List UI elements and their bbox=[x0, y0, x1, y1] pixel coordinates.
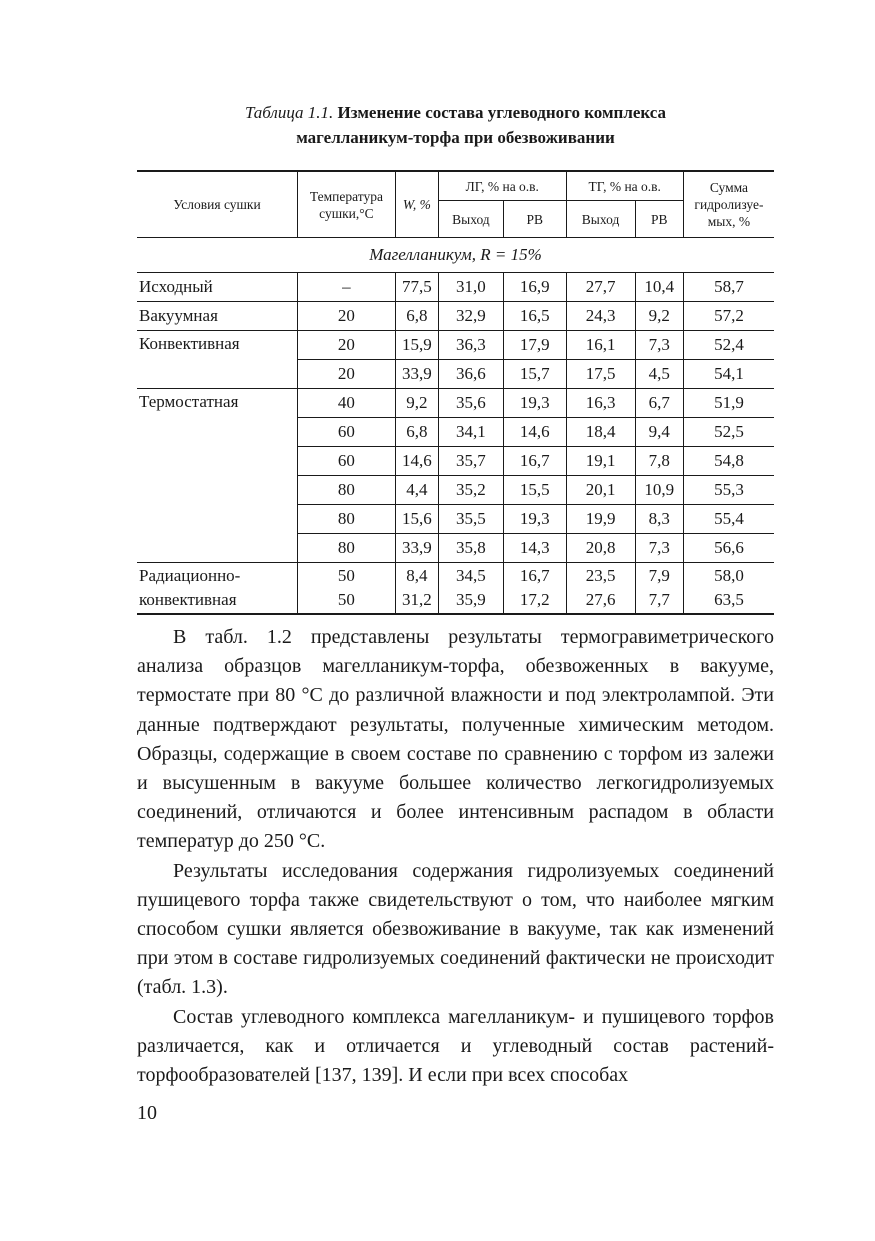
table-cell: 20 bbox=[298, 331, 396, 360]
table-cell bbox=[439, 563, 504, 615]
table-cell: 52,5 bbox=[683, 418, 774, 447]
paragraph: В табл. 1.2 представлены результаты термогравиметрического анализа образцов магелланикум-торфа, обезвоженных в вакууме, термостате при 80 °С до различной влажности и под электролампой. Эти данные подтверждают результаты, полученные химическим методом. Образцы, содержащие в своем составе по сравнению с торфом из залежи и высушенным в вакууме большее количество легкогидролизуемых соединений, отличаются и более интенсивным распадом в области температур до 250 °С. bbox=[137, 626, 774, 853]
page-number: 10 bbox=[137, 1102, 157, 1124]
table-cell: 35,6 bbox=[439, 389, 504, 418]
table-cell: 15,6 bbox=[395, 505, 438, 534]
table-cell: 7,3 bbox=[635, 534, 683, 563]
cell-line: 50 bbox=[337, 566, 355, 585]
table-header bbox=[137, 171, 774, 238]
row-condition: Конвективная bbox=[137, 331, 298, 389]
table-cell: 19,1 bbox=[566, 447, 635, 476]
table-cell: 15,5 bbox=[503, 476, 566, 505]
table-cell: 7,3 bbox=[635, 331, 683, 360]
header-condition: Условия сушки bbox=[137, 171, 298, 238]
header-lg-rv: РВ bbox=[503, 201, 566, 238]
table-cell: 14,6 bbox=[395, 447, 438, 476]
header-temperature bbox=[298, 171, 396, 238]
table-cell: 16,5 bbox=[503, 302, 566, 331]
table-cell: 10,9 bbox=[635, 476, 683, 505]
cell-line: 34,5 bbox=[456, 566, 486, 585]
row-condition: Вакуумная bbox=[137, 302, 298, 331]
table-cell: 80 bbox=[298, 534, 396, 563]
table-cell: 6,8 bbox=[395, 302, 438, 331]
table-cell: 9,2 bbox=[395, 389, 438, 418]
table-cell: 57,2 bbox=[683, 302, 774, 331]
header-sum-line-2: гидролизуе- bbox=[694, 197, 764, 212]
table-row bbox=[137, 563, 774, 615]
table-cell bbox=[635, 563, 683, 615]
table-row bbox=[137, 273, 774, 302]
table-cell: 32,9 bbox=[439, 302, 504, 331]
table-cell: 52,4 bbox=[683, 331, 774, 360]
row-condition bbox=[137, 563, 298, 615]
table-cell bbox=[298, 563, 396, 615]
table-cell: 19,3 bbox=[503, 389, 566, 418]
table-cell: 60 bbox=[298, 418, 396, 447]
table-row bbox=[137, 331, 774, 360]
table-cell: 35,7 bbox=[439, 447, 504, 476]
drying-results-table bbox=[137, 170, 774, 615]
section-row bbox=[137, 238, 774, 273]
header-tg-rv: РВ bbox=[635, 201, 683, 238]
table-cell: 77,5 bbox=[395, 273, 438, 302]
table-cell: 24,3 bbox=[566, 302, 635, 331]
table-cell: 4,4 bbox=[395, 476, 438, 505]
table-cell bbox=[566, 563, 635, 615]
table-caption bbox=[137, 100, 774, 150]
table-row bbox=[137, 389, 774, 418]
table-cell: 20,8 bbox=[566, 534, 635, 563]
header-temperature-line-2: сушки,°С bbox=[319, 205, 374, 221]
table-cell: 14,3 bbox=[503, 534, 566, 563]
table-cell: 19,3 bbox=[503, 505, 566, 534]
table-cell: – bbox=[298, 273, 396, 302]
body-text bbox=[137, 623, 774, 1090]
section-title: Магелланикум, R = 15% bbox=[137, 238, 774, 273]
table-cell: 31,0 bbox=[439, 273, 504, 302]
header-sum-line-3: мых, % bbox=[707, 214, 751, 229]
table-cell: 80 bbox=[298, 476, 396, 505]
cell-line: 8,4 bbox=[406, 566, 428, 585]
table-cell: 10,4 bbox=[635, 273, 683, 302]
table-cell: 16,9 bbox=[503, 273, 566, 302]
paragraph: Состав углеводного комплекса магелланикум- и пушицевого торфов различается, как и отличается и углеводный состав растений-торфообразователей [137, 139]. И если при всех способах bbox=[137, 1005, 774, 1087]
table-cell: 15,9 bbox=[395, 331, 438, 360]
paragraph: Результаты исследования содержания гидролизуемых соединений пушицевого торфа также свидетельствуют о том, что наиболее мягким способом сушки является обезвоживание в вакууме, так как изменений при этом в составе гидролизуемых соединений фактически не происходит (табл. 1.3). bbox=[137, 859, 774, 999]
table-cell: 17,9 bbox=[503, 331, 566, 360]
table-body bbox=[137, 238, 774, 615]
table-cell: 16,3 bbox=[566, 389, 635, 418]
header-moisture: W, % bbox=[395, 171, 438, 238]
table-cell: 33,9 bbox=[395, 534, 438, 563]
header-lg: ЛГ, % на о.в. bbox=[439, 171, 567, 201]
table-cell: 54,1 bbox=[683, 360, 774, 389]
row-condition: Исходный bbox=[137, 273, 298, 302]
table-cell: 20 bbox=[298, 302, 396, 331]
row-condition: Термостатная bbox=[137, 389, 298, 563]
table-cell: 17,5 bbox=[566, 360, 635, 389]
table-cell: 20 bbox=[298, 360, 396, 389]
table-cell: 55,4 bbox=[683, 505, 774, 534]
cell-line: 16,7 bbox=[519, 566, 550, 585]
cell-line: 35,9 bbox=[456, 590, 486, 609]
table-cell: 16,7 bbox=[503, 447, 566, 476]
table-cell: 51,9 bbox=[683, 389, 774, 418]
table-cell: 27,7 bbox=[566, 273, 635, 302]
table-cell: 35,8 bbox=[439, 534, 504, 563]
cell-line: 7,7 bbox=[648, 590, 670, 609]
table-cell bbox=[683, 563, 774, 615]
header-tg-yield: Выход bbox=[566, 201, 635, 238]
table-cell: 56,6 bbox=[683, 534, 774, 563]
table-cell: 34,1 bbox=[439, 418, 504, 447]
row-condition-line-1: Радиационно- bbox=[139, 566, 241, 585]
caption-line-1 bbox=[137, 100, 774, 125]
table-cell: 9,2 bbox=[635, 302, 683, 331]
table-cell bbox=[395, 563, 438, 615]
header-tg: ТГ, % на о.в. bbox=[566, 171, 683, 201]
table-cell: 19,9 bbox=[566, 505, 635, 534]
row-condition-line-2: конвективная bbox=[139, 590, 237, 609]
table-cell: 80 bbox=[298, 505, 396, 534]
table-cell: 35,5 bbox=[439, 505, 504, 534]
table-cell: 36,3 bbox=[439, 331, 504, 360]
table-cell: 60 bbox=[298, 447, 396, 476]
caption-title: Изменение состава углеводного комплекса bbox=[337, 103, 667, 122]
cell-line: 63,5 bbox=[714, 590, 744, 609]
table-row bbox=[137, 302, 774, 331]
table-cell: 6,8 bbox=[395, 418, 438, 447]
caption-title-line-2: магелланикум-торфа при обезвоживании bbox=[296, 128, 615, 147]
header-temperature-line-1: Температура bbox=[309, 188, 383, 204]
table-cell: 4,5 bbox=[635, 360, 683, 389]
table-cell: 33,9 bbox=[395, 360, 438, 389]
table-cell: 14,6 bbox=[503, 418, 566, 447]
table-cell: 54,8 bbox=[683, 447, 774, 476]
table-cell: 7,8 bbox=[635, 447, 683, 476]
table-cell: 55,3 bbox=[683, 476, 774, 505]
table-cell: 9,4 bbox=[635, 418, 683, 447]
header-sum bbox=[683, 171, 774, 238]
table-cell bbox=[503, 563, 566, 615]
table-cell: 15,7 bbox=[503, 360, 566, 389]
table-cell: 36,6 bbox=[439, 360, 504, 389]
cell-line: 23,5 bbox=[585, 566, 616, 585]
table-cell: 18,4 bbox=[566, 418, 635, 447]
table-cell: 20,1 bbox=[566, 476, 635, 505]
table-cell: 16,1 bbox=[566, 331, 635, 360]
caption-label: Таблица 1.1. bbox=[244, 103, 334, 122]
table-cell: 35,2 bbox=[439, 476, 504, 505]
cell-line: 7,9 bbox=[648, 566, 670, 585]
cell-line: 50 bbox=[337, 590, 355, 609]
table-cell: 58,7 bbox=[683, 273, 774, 302]
header-sum-line-1: Сумма bbox=[709, 180, 749, 195]
table-cell: 40 bbox=[298, 389, 396, 418]
cell-line: 17,2 bbox=[519, 590, 550, 609]
cell-line: 27,6 bbox=[585, 590, 616, 609]
cell-line: 58,0 bbox=[714, 566, 744, 585]
table-cell: 6,7 bbox=[635, 389, 683, 418]
cell-line: 31,2 bbox=[402, 590, 432, 609]
table-cell: 8,3 bbox=[635, 505, 683, 534]
header-lg-yield: Выход bbox=[439, 201, 504, 238]
